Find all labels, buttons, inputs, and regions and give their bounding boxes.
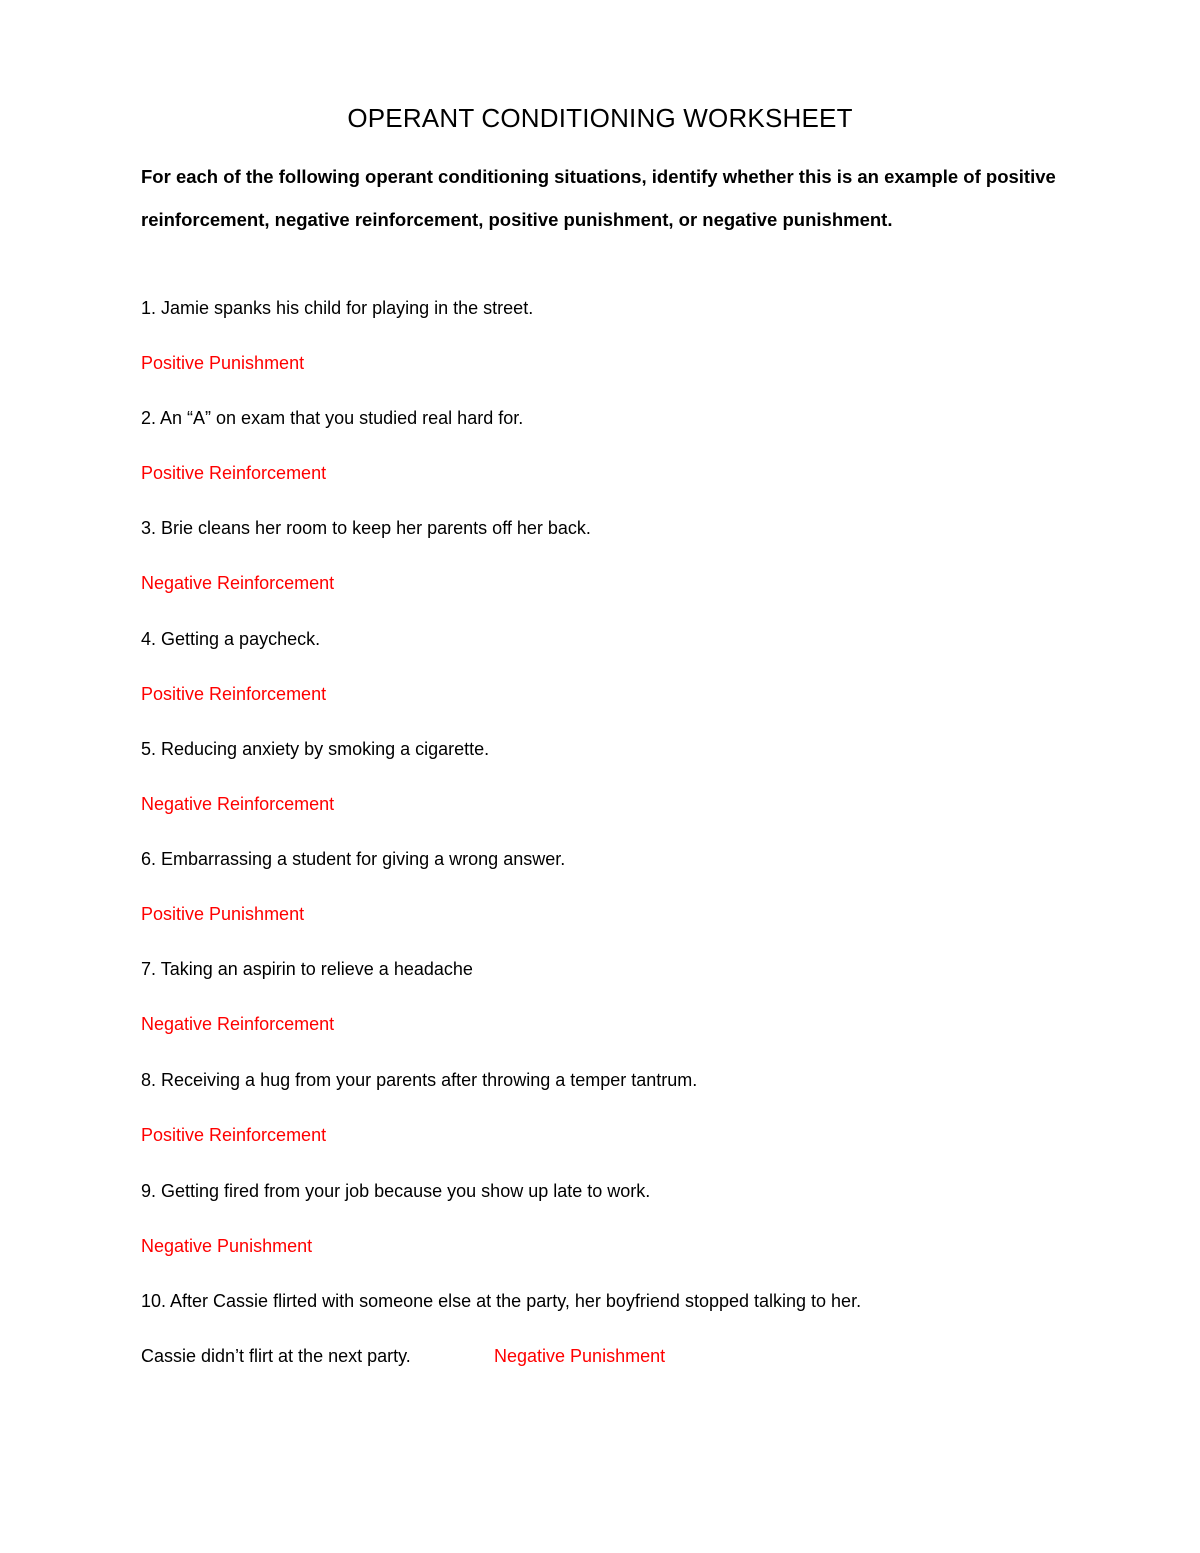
question-9: 9. Getting fired from your job because you show up late to work. bbox=[141, 1181, 651, 1201]
answer-1: Positive Punishment bbox=[141, 353, 305, 373]
answer-5: Negative Reinforcement bbox=[141, 794, 335, 814]
question-6: 6. Embarrassing a student for giving a wrong answer. bbox=[141, 849, 566, 869]
answer-2: Positive Reinforcement bbox=[141, 463, 327, 483]
question-5: 5. Reducing anxiety by smoking a cigarette. bbox=[141, 739, 490, 759]
question-4: 4. Getting a paycheck. bbox=[141, 629, 321, 649]
question-10: 10. After Cassie flirted with someone else at the party, her boyfriend stopped talking to her. bbox=[141, 1291, 862, 1311]
question-7: 7. Taking an aspirin to relieve a headache bbox=[141, 959, 473, 979]
answer-8: Positive Reinforcement bbox=[141, 1125, 327, 1145]
question-1: 1. Jamie spanks his child for playing in the street. bbox=[141, 298, 534, 318]
question-10-continued: Cassie didn’t flirt at the next party. bbox=[141, 1346, 411, 1366]
question-2: 2. An “A” on exam that you studied real hard for. bbox=[141, 408, 524, 428]
answer-3: Negative Reinforcement bbox=[141, 573, 335, 593]
instructions: For each of the following operant conditioning situations, identify whether this is an example of positive reinforcement, negative reinforcement, positive punishment, or negative punishment. bbox=[141, 166, 1056, 230]
answer-6: Positive Punishment bbox=[141, 904, 305, 924]
answer-9: Negative Punishment bbox=[141, 1236, 313, 1256]
answer-7: Negative Reinforcement bbox=[141, 1014, 335, 1034]
answer-10: Negative Punishment bbox=[494, 1346, 666, 1366]
page-title: OPERANT CONDITIONING WORKSHEET bbox=[347, 103, 853, 133]
question-8: 8. Receiving a hug from your parents after throwing a temper tantrum. bbox=[141, 1070, 698, 1090]
question-3: 3. Brie cleans her room to keep her parents off her back. bbox=[141, 518, 591, 538]
answer-4: Positive Reinforcement bbox=[141, 684, 327, 704]
